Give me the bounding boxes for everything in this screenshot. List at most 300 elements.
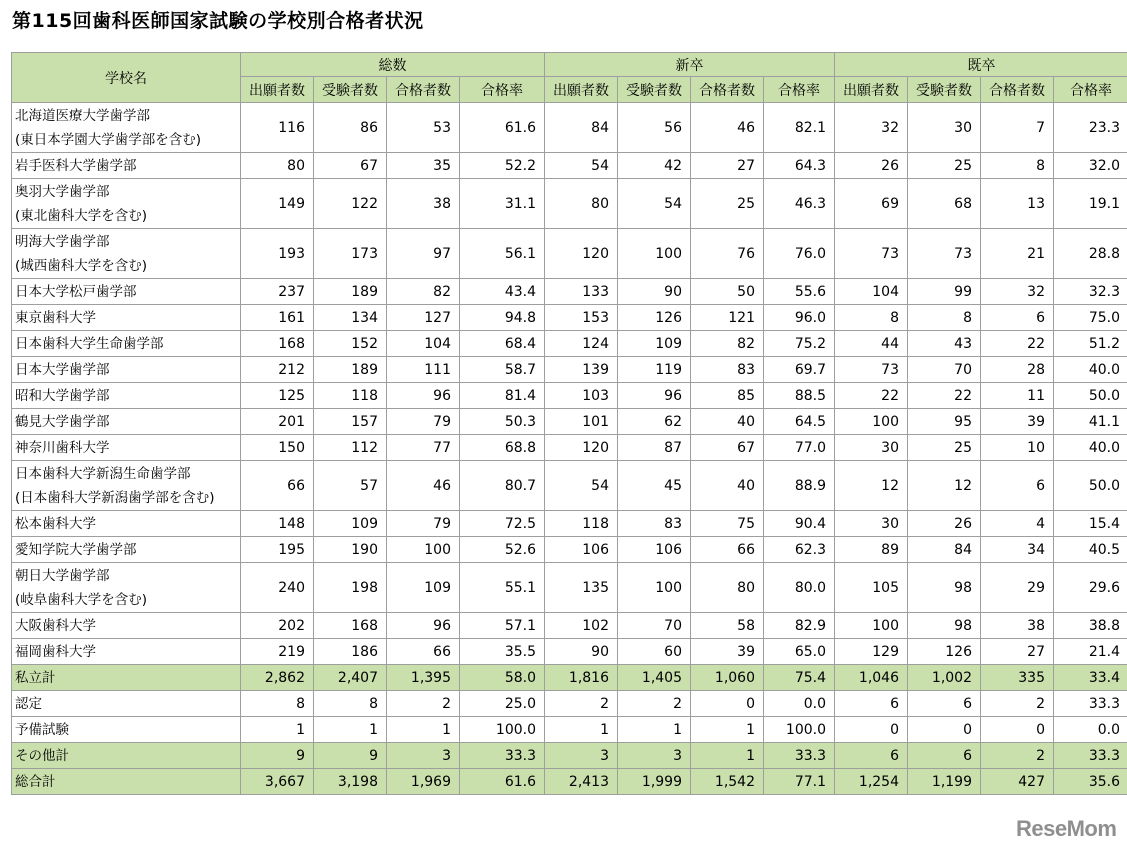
value-cell: 3,198 <box>314 769 387 795</box>
table-row <box>12 639 1127 665</box>
table-header <box>12 53 1127 103</box>
value-cell: 427 <box>981 769 1054 795</box>
value-cell: 69.7 <box>764 357 835 383</box>
value-cell: 40 <box>691 409 764 435</box>
value-cell: 104 <box>835 279 908 305</box>
value-cell: 118 <box>314 383 387 409</box>
value-cell: 40.0 <box>1054 435 1127 461</box>
value-cell: 66 <box>691 537 764 563</box>
school-name-cell <box>12 103 241 153</box>
value-cell: 72.5 <box>460 511 545 537</box>
value-cell: 3,667 <box>241 769 314 795</box>
value-cell: 57.1 <box>460 613 545 639</box>
value-cell: 120 <box>545 229 618 279</box>
value-cell: 54 <box>545 153 618 179</box>
value-cell: 100.0 <box>764 717 835 743</box>
school-name: 昭和大学歯学部 <box>15 387 110 404</box>
table-row <box>12 717 1127 743</box>
value-cell: 148 <box>241 511 314 537</box>
school-name: 明海大学歯学部 <box>15 233 110 250</box>
value-cell: 133 <box>545 279 618 305</box>
value-cell: 6 <box>835 743 908 769</box>
value-cell: 29 <box>981 563 1054 613</box>
value-cell: 2 <box>981 691 1054 717</box>
value-cell: 1,060 <box>691 665 764 691</box>
value-cell: 85 <box>691 383 764 409</box>
school-name-cell <box>12 743 241 769</box>
value-cell: 8 <box>241 691 314 717</box>
value-cell: 129 <box>835 639 908 665</box>
value-cell: 9 <box>314 743 387 769</box>
value-cell: 62 <box>618 409 691 435</box>
value-cell: 2,407 <box>314 665 387 691</box>
value-cell: 1 <box>241 717 314 743</box>
value-cell: 32 <box>981 279 1054 305</box>
value-cell: 35.6 <box>1054 769 1127 795</box>
value-cell: 15.4 <box>1054 511 1127 537</box>
value-cell: 87 <box>618 435 691 461</box>
value-cell: 100 <box>835 409 908 435</box>
value-cell: 82.9 <box>764 613 835 639</box>
value-cell: 127 <box>387 305 460 331</box>
school-name-note: (東日本学園大学歯学部を含む) <box>15 131 202 148</box>
school-name: 日本大学歯学部 <box>15 361 110 378</box>
value-cell: 67 <box>314 153 387 179</box>
value-cell: 22 <box>908 383 981 409</box>
value-cell: 94.8 <box>460 305 545 331</box>
table-body <box>12 103 1127 795</box>
value-cell: 73 <box>835 357 908 383</box>
value-cell: 6 <box>981 461 1054 511</box>
school-name-cell <box>12 691 241 717</box>
subtotal-row <box>12 665 1127 691</box>
value-cell: 120 <box>545 435 618 461</box>
value-cell: 33.3 <box>1054 743 1127 769</box>
value-cell: 79 <box>387 409 460 435</box>
value-cell: 33.4 <box>1054 665 1127 691</box>
value-cell: 3 <box>618 743 691 769</box>
value-cell: 1,254 <box>835 769 908 795</box>
value-cell: 2 <box>545 691 618 717</box>
table-row <box>12 103 1127 153</box>
value-cell: 51.2 <box>1054 331 1127 357</box>
school-name-cell <box>12 665 241 691</box>
value-cell: 89 <box>835 537 908 563</box>
value-cell: 75.4 <box>764 665 835 691</box>
value-cell: 68.8 <box>460 435 545 461</box>
value-cell: 54 <box>545 461 618 511</box>
col-header-past-2: 合格者数 <box>981 77 1054 103</box>
value-cell: 26 <box>908 511 981 537</box>
value-cell: 90 <box>545 639 618 665</box>
value-cell: 46 <box>387 461 460 511</box>
school-name: 奥羽大学歯学部 <box>15 183 110 200</box>
value-cell: 46.3 <box>764 179 835 229</box>
value-cell: 28.8 <box>1054 229 1127 279</box>
value-cell: 43 <box>908 331 981 357</box>
school-name-note: (東北歯科大学を含む) <box>15 207 148 224</box>
table-row <box>12 409 1127 435</box>
school-name-cell <box>12 769 241 795</box>
value-cell: 1,002 <box>908 665 981 691</box>
value-cell: 80.0 <box>764 563 835 613</box>
col-header-total-1: 受験者数 <box>314 77 387 103</box>
value-cell: 25 <box>691 179 764 229</box>
value-cell: 90.4 <box>764 511 835 537</box>
school-name-cell <box>12 331 241 357</box>
subtotal-row <box>12 769 1127 795</box>
value-cell: 4 <box>981 511 1054 537</box>
value-cell: 13 <box>981 179 1054 229</box>
value-cell: 41.1 <box>1054 409 1127 435</box>
school-name-cell <box>12 179 241 229</box>
value-cell: 2 <box>981 743 1054 769</box>
value-cell: 6 <box>908 743 981 769</box>
value-cell: 104 <box>387 331 460 357</box>
value-cell: 124 <box>545 331 618 357</box>
school-name-cell <box>12 435 241 461</box>
value-cell: 66 <box>241 461 314 511</box>
table-row <box>12 511 1127 537</box>
value-cell: 19.1 <box>1054 179 1127 229</box>
value-cell: 1,046 <box>835 665 908 691</box>
value-cell: 8 <box>835 305 908 331</box>
value-cell: 6 <box>908 691 981 717</box>
school-name: 日本歯科大学生命歯学部 <box>15 335 164 352</box>
value-cell: 2 <box>618 691 691 717</box>
value-cell: 44 <box>835 331 908 357</box>
table-row <box>12 279 1127 305</box>
col-header-total-0: 出願者数 <box>241 77 314 103</box>
value-cell: 68 <box>908 179 981 229</box>
value-cell: 21 <box>981 229 1054 279</box>
value-cell: 58 <box>691 613 764 639</box>
value-cell: 43.4 <box>460 279 545 305</box>
school-name-cell <box>12 613 241 639</box>
value-cell: 23.3 <box>1054 103 1127 153</box>
value-cell: 109 <box>314 511 387 537</box>
value-cell: 25 <box>908 435 981 461</box>
value-cell: 106 <box>545 537 618 563</box>
school-name-note: (日本歯科大学新潟歯学部を含む) <box>15 489 215 506</box>
value-cell: 88.5 <box>764 383 835 409</box>
value-cell: 73 <box>908 229 981 279</box>
value-cell: 83 <box>618 511 691 537</box>
value-cell: 55.1 <box>460 563 545 613</box>
value-cell: 1,405 <box>618 665 691 691</box>
school-name-cell <box>12 461 241 511</box>
col-header-past-3: 合格率 <box>1054 77 1127 103</box>
value-cell: 11 <box>981 383 1054 409</box>
col-header-total-3: 合格率 <box>460 77 545 103</box>
value-cell: 75 <box>691 511 764 537</box>
table-row <box>12 305 1127 331</box>
value-cell: 186 <box>314 639 387 665</box>
value-cell: 38.8 <box>1054 613 1127 639</box>
value-cell: 45 <box>618 461 691 511</box>
value-cell: 9 <box>241 743 314 769</box>
value-cell: 33.3 <box>764 743 835 769</box>
value-cell: 77 <box>387 435 460 461</box>
value-cell: 116 <box>241 103 314 153</box>
school-name-cell <box>12 229 241 279</box>
value-cell: 75.2 <box>764 331 835 357</box>
school-name: その他計 <box>15 747 69 764</box>
value-cell: 57 <box>314 461 387 511</box>
school-name: 日本歯科大学新潟生命歯学部 <box>15 465 191 482</box>
col-header-total-2: 合格者数 <box>387 77 460 103</box>
resemom-logo: ReseMom <box>1016 816 1117 841</box>
table-row <box>12 153 1127 179</box>
value-cell: 96 <box>387 613 460 639</box>
value-cell: 101 <box>545 409 618 435</box>
value-cell: 30 <box>908 103 981 153</box>
value-cell: 86 <box>314 103 387 153</box>
value-cell: 12 <box>908 461 981 511</box>
group-header-new: 新卒 <box>545 53 835 77</box>
value-cell: 56.1 <box>460 229 545 279</box>
value-cell: 40 <box>691 461 764 511</box>
table-row <box>12 461 1127 511</box>
value-cell: 26 <box>835 153 908 179</box>
value-cell: 240 <box>241 563 314 613</box>
table-row <box>12 383 1127 409</box>
value-cell: 30 <box>835 435 908 461</box>
value-cell: 28 <box>981 357 1054 383</box>
school-name-note: (城西歯科大学を含む) <box>15 257 148 274</box>
school-name: 愛知学院大学歯学部 <box>15 541 137 558</box>
value-cell: 118 <box>545 511 618 537</box>
value-cell: 52.6 <box>460 537 545 563</box>
value-cell: 61.6 <box>460 769 545 795</box>
value-cell: 76 <box>691 229 764 279</box>
school-name-cell <box>12 357 241 383</box>
value-cell: 1,199 <box>908 769 981 795</box>
value-cell: 100 <box>618 563 691 613</box>
value-cell: 61.6 <box>460 103 545 153</box>
value-cell: 33.3 <box>1054 691 1127 717</box>
value-cell: 1,999 <box>618 769 691 795</box>
value-cell: 106 <box>618 537 691 563</box>
value-cell: 1 <box>691 743 764 769</box>
value-cell: 70 <box>908 357 981 383</box>
value-cell: 8 <box>981 153 1054 179</box>
table-row <box>12 229 1127 279</box>
school-header: 学校名 <box>12 53 241 103</box>
value-cell: 95 <box>908 409 981 435</box>
school-name: 松本歯科大学 <box>15 515 96 532</box>
value-cell: 3 <box>545 743 618 769</box>
value-cell: 53 <box>387 103 460 153</box>
value-cell: 111 <box>387 357 460 383</box>
value-cell: 173 <box>314 229 387 279</box>
value-cell: 157 <box>314 409 387 435</box>
value-cell: 38 <box>981 613 1054 639</box>
col-header-new-3: 合格率 <box>764 77 835 103</box>
table-row <box>12 537 1127 563</box>
value-cell: 82.1 <box>764 103 835 153</box>
col-header-past-0: 出願者数 <box>835 77 908 103</box>
value-cell: 40.5 <box>1054 537 1127 563</box>
value-cell: 168 <box>314 613 387 639</box>
table-row <box>12 563 1127 613</box>
col-header-past-1: 受験者数 <box>908 77 981 103</box>
value-cell: 50.3 <box>460 409 545 435</box>
value-cell: 201 <box>241 409 314 435</box>
value-cell: 75.0 <box>1054 305 1127 331</box>
value-cell: 30 <box>835 511 908 537</box>
school-name-cell <box>12 383 241 409</box>
value-cell: 125 <box>241 383 314 409</box>
value-cell: 6 <box>835 691 908 717</box>
value-cell: 40.0 <box>1054 357 1127 383</box>
value-cell: 54 <box>618 179 691 229</box>
value-cell: 1 <box>618 717 691 743</box>
value-cell: 190 <box>314 537 387 563</box>
value-cell: 152 <box>314 331 387 357</box>
value-cell: 202 <box>241 613 314 639</box>
school-name: 認定 <box>15 695 42 712</box>
value-cell: 27 <box>691 153 764 179</box>
value-cell: 150 <box>241 435 314 461</box>
school-name-cell <box>12 537 241 563</box>
value-cell: 82 <box>691 331 764 357</box>
school-name-cell <box>12 717 241 743</box>
value-cell: 3 <box>387 743 460 769</box>
value-cell: 103 <box>545 383 618 409</box>
value-cell: 80.7 <box>460 461 545 511</box>
value-cell: 237 <box>241 279 314 305</box>
value-cell: 80 <box>241 153 314 179</box>
value-cell: 32 <box>835 103 908 153</box>
value-cell: 219 <box>241 639 314 665</box>
value-cell: 8 <box>908 305 981 331</box>
value-cell: 100 <box>387 537 460 563</box>
value-cell: 1 <box>545 717 618 743</box>
school-name: 大阪歯科大学 <box>15 617 96 634</box>
school-name: 朝日大学歯学部 <box>15 567 110 584</box>
value-cell: 32.0 <box>1054 153 1127 179</box>
value-cell: 126 <box>618 305 691 331</box>
school-name-cell <box>12 153 241 179</box>
value-cell: 55.6 <box>764 279 835 305</box>
value-cell: 70 <box>618 613 691 639</box>
value-cell: 1 <box>314 717 387 743</box>
value-cell: 109 <box>387 563 460 613</box>
table-row <box>12 435 1127 461</box>
col-header-new-2: 合格者数 <box>691 77 764 103</box>
value-cell: 35 <box>387 153 460 179</box>
value-cell: 1,542 <box>691 769 764 795</box>
value-cell: 52.2 <box>460 153 545 179</box>
value-cell: 64.5 <box>764 409 835 435</box>
table-row <box>12 179 1127 229</box>
page-title: 第115回歯科医師国家試験の学校別合格者状況 <box>12 10 424 32</box>
value-cell: 6 <box>981 305 1054 331</box>
value-cell: 189 <box>314 279 387 305</box>
value-cell: 0 <box>908 717 981 743</box>
value-cell: 126 <box>908 639 981 665</box>
school-name: 神奈川歯科大学 <box>15 439 110 456</box>
value-cell: 1 <box>691 717 764 743</box>
value-cell: 121 <box>691 305 764 331</box>
school-name: 予備試験 <box>15 721 69 738</box>
value-cell: 39 <box>981 409 1054 435</box>
value-cell: 335 <box>981 665 1054 691</box>
value-cell: 8 <box>314 691 387 717</box>
value-cell: 67 <box>691 435 764 461</box>
value-cell: 35.5 <box>460 639 545 665</box>
results-table <box>11 52 1127 795</box>
value-cell: 50.0 <box>1054 461 1127 511</box>
value-cell: 27 <box>981 639 1054 665</box>
value-cell: 25.0 <box>460 691 545 717</box>
value-cell: 84 <box>545 103 618 153</box>
value-cell: 149 <box>241 179 314 229</box>
value-cell: 0 <box>691 691 764 717</box>
value-cell: 88.9 <box>764 461 835 511</box>
value-cell: 0 <box>835 717 908 743</box>
value-cell: 39 <box>691 639 764 665</box>
value-cell: 139 <box>545 357 618 383</box>
value-cell: 32.3 <box>1054 279 1127 305</box>
value-cell: 42 <box>618 153 691 179</box>
value-cell: 193 <box>241 229 314 279</box>
value-cell: 1,816 <box>545 665 618 691</box>
value-cell: 34 <box>981 537 1054 563</box>
value-cell: 73 <box>835 229 908 279</box>
value-cell: 12 <box>835 461 908 511</box>
value-cell: 98 <box>908 613 981 639</box>
value-cell: 105 <box>835 563 908 613</box>
value-cell: 0.0 <box>764 691 835 717</box>
school-name-cell <box>12 279 241 305</box>
school-name-cell <box>12 563 241 613</box>
value-cell: 29.6 <box>1054 563 1127 613</box>
value-cell: 58.0 <box>460 665 545 691</box>
value-cell: 64.3 <box>764 153 835 179</box>
value-cell: 153 <box>545 305 618 331</box>
value-cell: 195 <box>241 537 314 563</box>
school-name-cell <box>12 409 241 435</box>
value-cell: 198 <box>314 563 387 613</box>
school-name: 北海道医療大学歯学部 <box>15 107 150 124</box>
table-row <box>12 331 1127 357</box>
value-cell: 2 <box>387 691 460 717</box>
value-cell: 68.4 <box>460 331 545 357</box>
value-cell: 84 <box>908 537 981 563</box>
value-cell: 100.0 <box>460 717 545 743</box>
school-name-cell <box>12 511 241 537</box>
value-cell: 76.0 <box>764 229 835 279</box>
col-header-new-1: 受験者数 <box>618 77 691 103</box>
value-cell: 0 <box>981 717 1054 743</box>
value-cell: 109 <box>618 331 691 357</box>
value-cell: 80 <box>691 563 764 613</box>
value-cell: 100 <box>835 613 908 639</box>
school-name: 私立計 <box>15 669 56 686</box>
value-cell: 38 <box>387 179 460 229</box>
value-cell: 122 <box>314 179 387 229</box>
value-cell: 119 <box>618 357 691 383</box>
value-cell: 1 <box>387 717 460 743</box>
school-name-cell <box>12 305 241 331</box>
value-cell: 22 <box>835 383 908 409</box>
table-row <box>12 357 1127 383</box>
value-cell: 83 <box>691 357 764 383</box>
value-cell: 96 <box>618 383 691 409</box>
value-cell: 22 <box>981 331 1054 357</box>
